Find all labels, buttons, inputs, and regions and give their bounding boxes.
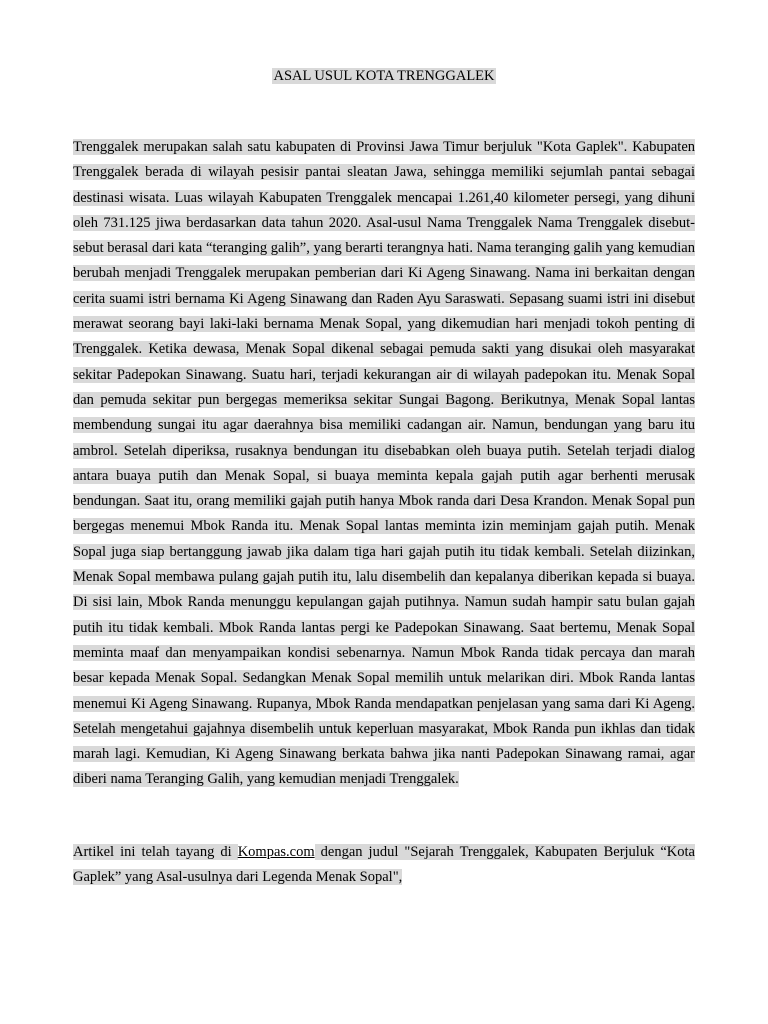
source-note-paragraph: [73, 840, 695, 891]
main-paragraph-text: Trenggalek merupakan salah satu kabupaten di Provinsi Jawa Timur berjuluk "Kota Gaplek". Kabupaten Trenggalek berada di wilayah pesisir pantai sleatan Jawa, sehingga memiliki sejumlah pantai sebagai destinasi wisata. Luas wilayah Kabupaten Trenggalek mencapai 1.261,40 kilometer persegi, yang dihuni oleh 731.125 jiwa berdasarkan data tahun 2020. Asal-usul Nama Trenggalek Nama Trenggalek disebut-sebut berasal dari kata “teranging galih”, yang berarti terangnya hati. Nama teranging galih yang kemudian berubah menjadi Trenggalek merupakan pemberian dari Ki Ageng Sinawang. Nama ini berkaitan dengan cerita suami istri bernama Ki Ageng Sinawang dan Raden Ayu Saraswati. Sepasang suami istri ini disebut merawat seorang bayi laki-laki bernama Menak Sopal, yang dikemudian hari menjadi tokoh penting di Trenggalek. Ketika dewasa, Menak Sopal dikenal sebagai pemuda sakti yang disukai oleh masyarakat sekitar Padepokan Sinawang. Suatu hari, terjadi kekurangan air di wilayah padepokan itu. Menak Sopal dan pemuda sekitar pun bergegas memeriksa sekitar Sungai Bagong. Berikutnya, Menak Sopal lantas membendung sungai itu agar daerahnya bisa memiliki cadangan air. Namun, bendungan yang baru itu ambrol. Setelah diperiksa, rusaknya bendungan itu disebabkan oleh buaya putih. Setelah terjadi dialog antara buaya putih dan Menak Sopal, si buaya meminta kepala gajah putih agar berhenti merusak bendungan. Saat itu, orang memiliki gajah putih hanya Mbok randa dari Desa Krandon. Menak Sopal pun bergegas menemui Mbok Randa itu. Menak Sopal lantas meminta izin meminjam gajah putih. Menak Sopal juga siap bertanggung jawab jika dalam tiga hari gajah putih itu tidak kembali. Setelah diizinkan, Menak Sopal membawa pulang gajah putih itu, lalu disembelih dan kepalanya diberikan kepada si buaya. Di sisi lain, Mbok Randa menunggu kepulangan gajah putihnya. Namun sudah hampir satu bulan gajah putih itu tidak kembali. Mbok Randa lantas pergi ke Padepokan Sinawang. Saat bertemu, Menak Sopal meminta maaf dan menyampaikan kondisi sebenarnya. Namun Mbok Randa tidak percaya dan marah besar kepada Menak Sopal. Sedangkan Menak Sopal memilih untuk melarikan diri. Mbok Randa lantas menemui Ki Ageng Sinawang. Rupanya, Mbok Randa mendapatkan penjelasan yang sama dari Ki Ageng. Setelah mengetahui gajahnya disembelih untuk keperluan masyarakat, Mbok Randa pun ikhlas dan tidak marah lagi. Kemudian, Ki Ageng Sinawang berkata bahwa jika nanti Padepokan Sinawang ramai, agar diberi nama Teranging Galih, yang kemudian menjadi Trenggalek.: [73, 139, 695, 788]
source-note-suffix: dengan judul "Sejarah Trenggalek, Kabupaten Berjuluk “Kota Gaplek” yang Asal-usulnya dari Legenda Menak Sopal",: [73, 844, 695, 886]
title-container: [0, 66, 768, 86]
source-note-prefix: Artikel ini telah tayang di: [73, 844, 238, 860]
source-link[interactable]: Kompas.com: [237, 844, 315, 860]
main-paragraph: [73, 135, 695, 793]
document-title: ASAL USUL KOTA TRENGGALEK: [273, 68, 495, 84]
